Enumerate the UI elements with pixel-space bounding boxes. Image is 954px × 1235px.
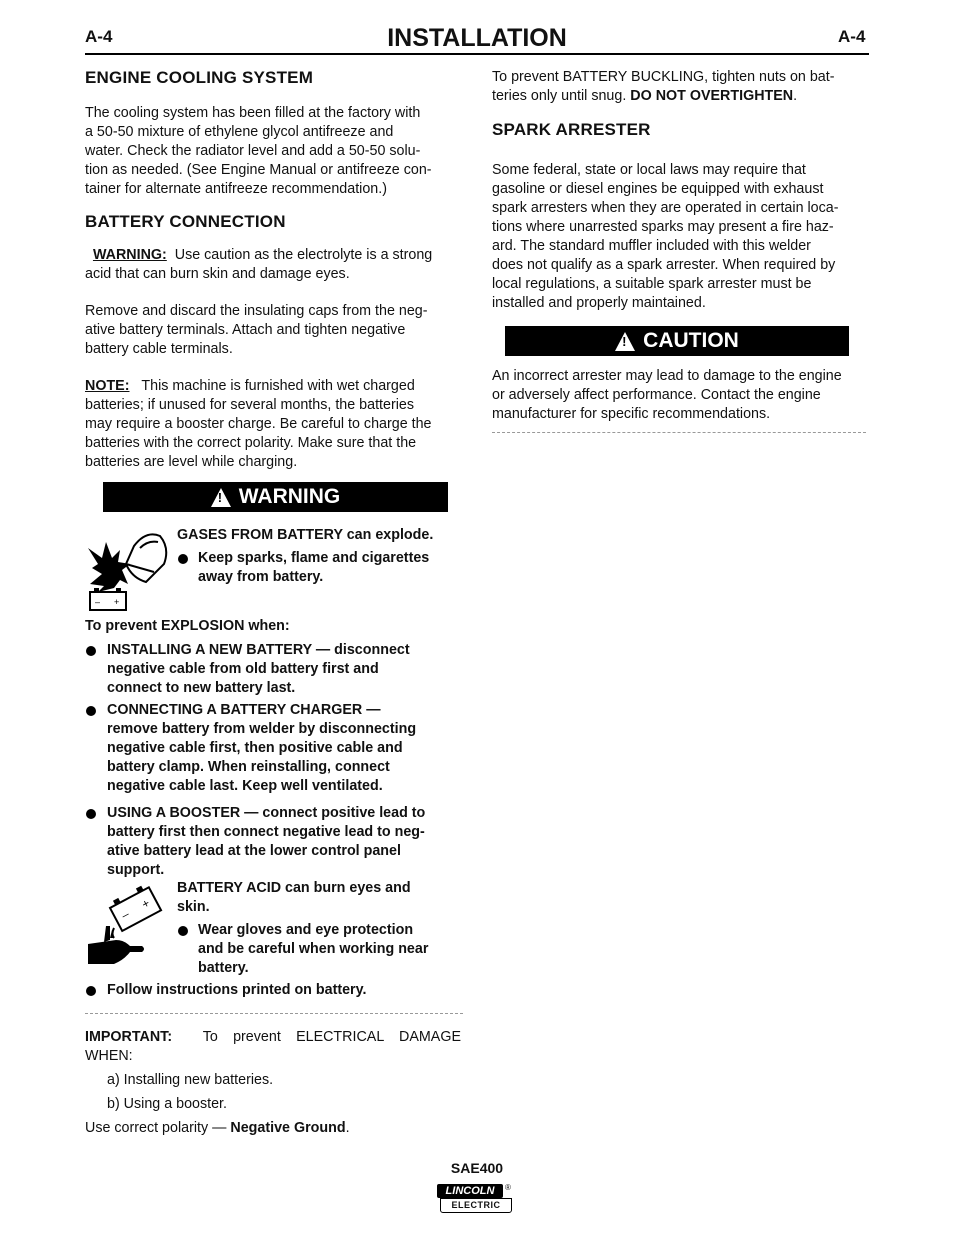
warning-label: WARNING: xyxy=(92,247,167,263)
warning-paragraph xyxy=(85,246,461,265)
text-line: manufacturer for specific recommendations. xyxy=(492,406,771,422)
left-column xyxy=(85,68,461,199)
text-line: negative cable from old battery first and xyxy=(107,661,379,677)
text-line: spark arresters when they are operated in certain loca- xyxy=(492,200,839,216)
note-label: NOTE: xyxy=(85,378,130,394)
text-line: Remove and discard the insulating caps from the neg- xyxy=(85,303,428,319)
text-line: negative cable first, then positive cable and xyxy=(107,740,403,756)
text-line: WHEN: xyxy=(85,1048,133,1064)
bullet-icon xyxy=(86,646,96,656)
battery-acid-icon xyxy=(86,882,170,968)
text-line: The cooling system has been filled at the factory with xyxy=(85,105,421,121)
text-line: water. Check the radiator level and add a 50-50 solu- xyxy=(85,143,421,159)
text-line: battery clamp. When reinstalling, connect xyxy=(107,759,390,775)
do-not-overtighten-text: DO NOT OVERTIGHTEN xyxy=(630,88,794,104)
gases-warning-text: GASES FROM BATTERY can explode. xyxy=(177,527,434,543)
text-line: batteries are level while charging. xyxy=(85,454,298,470)
acid-warning-text xyxy=(177,879,411,917)
caution-text xyxy=(492,367,868,424)
text-line: ard. The standard muffler included with this welder xyxy=(492,238,811,254)
text-line: Keep sparks, flame and cigarettes xyxy=(198,550,430,566)
page-number-left: A-4 xyxy=(85,27,113,46)
text-line: acid that can burn skin and damage eyes. xyxy=(85,266,350,282)
logo-registered: ® xyxy=(505,1183,511,1192)
caution-divider xyxy=(492,432,866,433)
text-line: An incorrect arrester may lead to damage to the engine xyxy=(492,368,842,384)
header-rule xyxy=(85,53,869,55)
section-divider xyxy=(85,1013,463,1014)
bullet-icon xyxy=(86,809,96,819)
text-line: and be careful when working near xyxy=(198,941,429,957)
text-line: USING A BOOSTER — connect positive lead to xyxy=(107,805,426,821)
text-line: support. xyxy=(107,862,165,878)
logo-top: LINCOLN xyxy=(437,1184,503,1198)
text-line: installed and properly maintained. xyxy=(492,295,706,311)
note-paragraph xyxy=(85,377,461,472)
buckling-text: teries only until snug. xyxy=(492,88,631,104)
buckling-end: . xyxy=(793,88,798,104)
polarity-line xyxy=(85,1119,350,1138)
bullet-icon xyxy=(178,926,188,936)
svg-text:–: – xyxy=(119,906,132,923)
text-line: tions where unarrested sparks may present a fire haz- xyxy=(492,219,834,235)
text-line: battery. xyxy=(198,960,249,976)
booster-instruction xyxy=(107,804,425,880)
right-column xyxy=(492,68,868,106)
text-line: To prevent BATTERY BUCKLING, tighten nuts on bat- xyxy=(492,69,835,85)
lincoln-electric-logo xyxy=(437,1184,512,1214)
sparks-instruction xyxy=(198,549,429,587)
polarity-prefix: Use correct polarity — xyxy=(85,1120,231,1136)
caution-banner-label: CAUTION xyxy=(643,329,739,352)
text-line: INSTALLING A NEW BATTERY — disconnect xyxy=(107,642,410,658)
page-title: INSTALLATION xyxy=(387,24,567,52)
text-line: away from battery. xyxy=(198,569,324,585)
bullet-icon xyxy=(178,554,188,564)
text-line: does not qualify as a spark arrester. When required by xyxy=(492,257,836,273)
model-number: SAE400 xyxy=(450,1160,504,1176)
important-item-a: a) Installing new batteries. xyxy=(107,1072,274,1088)
battery-charger-instruction xyxy=(107,701,416,796)
logo-bottom: ELECTRIC xyxy=(440,1198,512,1213)
warning-text: Use caution as the electrolyte is a strong xyxy=(174,247,433,263)
text-line: may require a booster charge. Be careful to charge the xyxy=(85,416,432,432)
remove-caps-paragraph xyxy=(85,302,461,359)
text-line: ative battery lead at the lower control panel xyxy=(107,843,401,859)
important-text: To prevent ELECTRICAL DAMAGE xyxy=(202,1029,462,1045)
text-line: battery first then connect negative lead to neg- xyxy=(107,824,425,840)
text-line: local regulations, a suitable spark arrester must be xyxy=(492,276,812,292)
text-line: remove battery from welder by disconnecting xyxy=(107,721,417,737)
text-line: tainer for alternate antifreeze recommendation.) xyxy=(85,181,387,197)
prevent-explosion-heading: To prevent EXPLOSION when: xyxy=(85,618,290,634)
text-line: connect to new battery last. xyxy=(107,680,296,696)
spark-arrester-heading: SPARK ARRESTER xyxy=(492,120,651,139)
text-line: tion as needed. (See Engine Manual or antifreeze con- xyxy=(85,162,432,178)
important-item-b: b) Using a booster. xyxy=(107,1096,228,1112)
installing-battery-instruction xyxy=(107,641,410,698)
polarity-bold: Negative Ground xyxy=(230,1120,346,1136)
text-line: negative cable last. Keep well ventilated. xyxy=(107,778,383,794)
spark-arrester-section xyxy=(492,120,868,313)
text-line: BATTERY ACID can burn eyes and xyxy=(177,880,411,896)
important-label: IMPORTANT: xyxy=(85,1029,173,1045)
gloves-instruction xyxy=(198,921,428,978)
battery-connection-heading: BATTERY CONNECTION xyxy=(85,212,286,231)
text-line: battery cable terminals. xyxy=(85,341,233,357)
text-line: CONNECTING A BATTERY CHARGER — xyxy=(107,702,381,718)
text-line: or adversely affect performance. Contact the engine xyxy=(492,387,821,403)
caution-banner xyxy=(505,326,849,356)
text-line: a 50-50 mixture of ethylene glycol antifreeze and xyxy=(85,124,394,140)
warning-triangle-icon xyxy=(211,488,231,507)
bullet-icon xyxy=(86,986,96,996)
battery-connection-section xyxy=(85,212,461,472)
text-line: batteries with the correct polarity. Make sure that the xyxy=(85,435,417,451)
warning-banner-label: WARNING xyxy=(238,485,341,508)
text-line: batteries; if unused for several months, the batteries xyxy=(85,397,415,413)
note-text: This machine is furnished with wet charged xyxy=(141,378,415,394)
bullet-icon xyxy=(86,706,96,716)
page-number-right: A-4 xyxy=(838,27,866,46)
svg-text:–: – xyxy=(95,597,101,607)
text-line: Wear gloves and eye protection xyxy=(198,922,414,938)
follow-instructions-text: Follow instructions printed on battery. xyxy=(107,982,367,998)
svg-text:+: + xyxy=(114,597,120,607)
engine-cooling-heading: ENGINE COOLING SYSTEM xyxy=(85,68,314,87)
text-line: gasoline or diesel engines be equipped with exhaust xyxy=(492,181,824,197)
important-section xyxy=(85,1028,461,1066)
text-line: skin. xyxy=(177,899,210,915)
polarity-suffix: . xyxy=(345,1120,350,1136)
engine-cooling-paragraph xyxy=(85,104,461,199)
warning-banner xyxy=(103,482,448,512)
buckling-line xyxy=(492,87,868,106)
text-line: Some federal, state or local laws may require that xyxy=(492,162,806,178)
caution-triangle-icon xyxy=(615,332,635,351)
text-line: ative battery terminals. Attach and tighten negative xyxy=(85,322,406,338)
svg-text:+: + xyxy=(139,895,153,912)
battery-explosion-icon xyxy=(84,528,172,614)
